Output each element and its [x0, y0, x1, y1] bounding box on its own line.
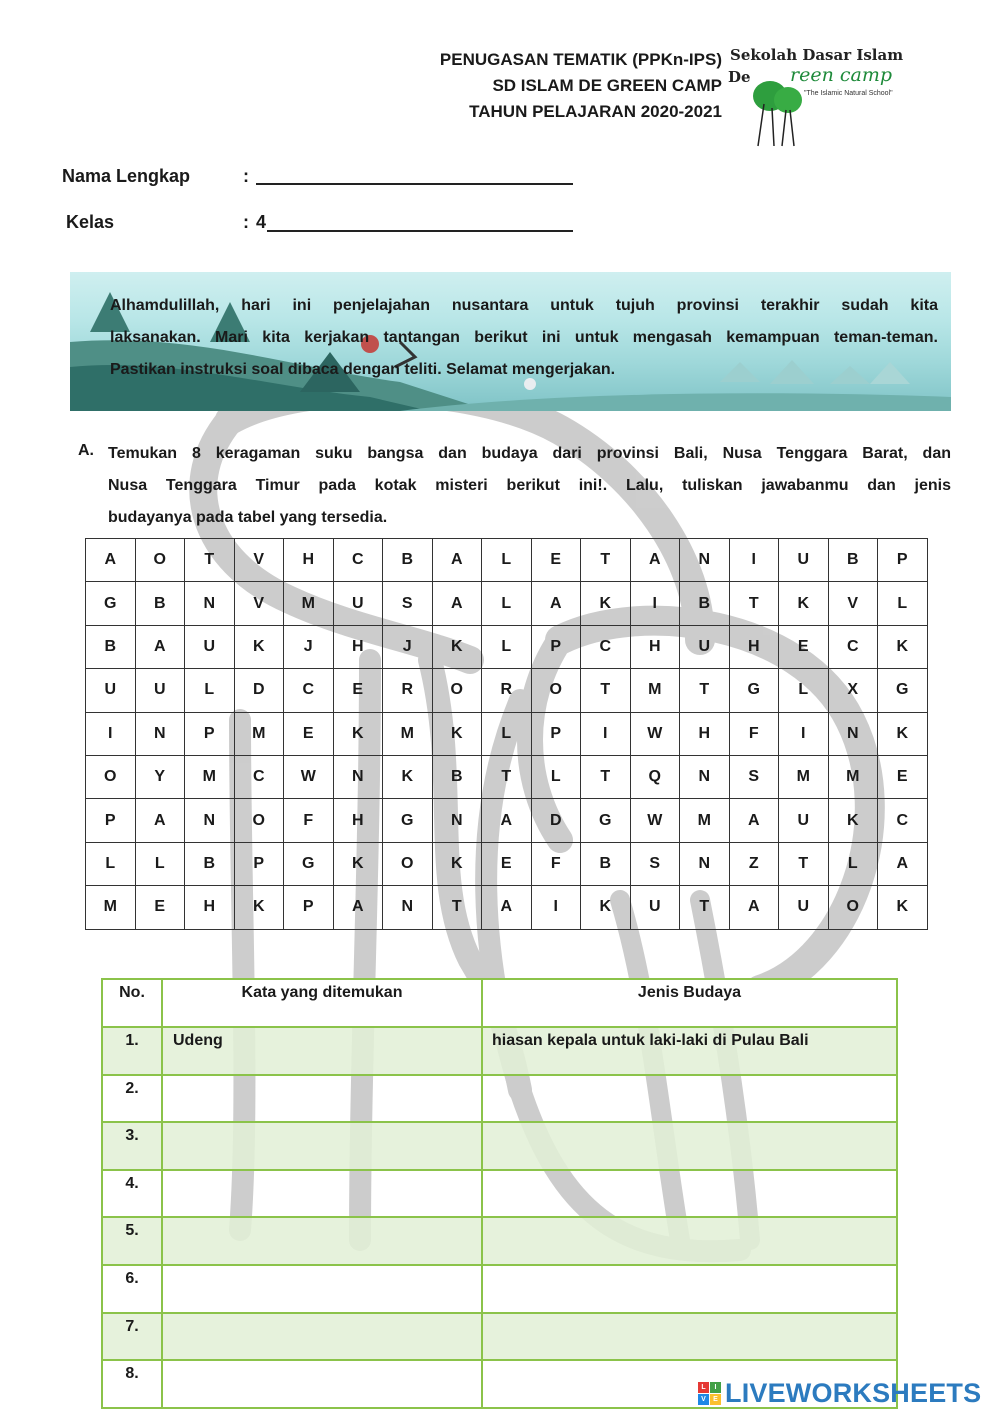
grid-cell[interactable]: T — [581, 539, 631, 582]
grid-cell[interactable]: M — [185, 755, 235, 798]
answer-row — [102, 1313, 897, 1361]
grid-cell[interactable]: B — [185, 842, 235, 885]
grid-cell[interactable]: L — [86, 842, 136, 885]
grid-cell[interactable]: U — [779, 886, 829, 929]
grid-cell[interactable]: V — [234, 539, 284, 582]
grid-cell[interactable]: P — [878, 539, 928, 582]
grid-cell[interactable]: F — [284, 799, 334, 842]
answer-type-field[interactable] — [482, 1265, 897, 1313]
grid-cell[interactable]: F — [729, 712, 779, 755]
grid-cell[interactable]: B — [680, 582, 730, 625]
answer-type-field[interactable] — [482, 1075, 897, 1123]
grid-cell[interactable]: A — [86, 539, 136, 582]
grid-cell[interactable]: G — [729, 669, 779, 712]
grid-cell[interactable]: P — [284, 886, 334, 929]
grid-cell[interactable]: U — [630, 886, 680, 929]
grid-cell[interactable]: K — [779, 582, 829, 625]
grid-cell[interactable]: O — [432, 669, 482, 712]
grid-cell[interactable]: W — [630, 712, 680, 755]
column-header-type: Jenis Budaya — [482, 979, 897, 1027]
grid-cell[interactable]: C — [284, 669, 334, 712]
class-field[interactable] — [267, 230, 573, 232]
grid-cell[interactable]: K — [432, 712, 482, 755]
answer-number: 7. — [102, 1313, 162, 1361]
grid-cell[interactable]: N — [185, 582, 235, 625]
logo-school-label: Sekolah Dasar Islam — [730, 46, 904, 64]
answer-number: 3. — [102, 1122, 162, 1170]
grid-cell[interactable]: L — [482, 582, 532, 625]
svg-text:De: De — [728, 68, 751, 86]
grid-cell[interactable]: B — [383, 539, 433, 582]
grid-cell[interactable]: D — [531, 799, 581, 842]
grid-cell[interactable]: E — [878, 755, 928, 798]
answer-table — [101, 978, 898, 1409]
grid-cell[interactable]: R — [383, 669, 433, 712]
grid-cell[interactable]: P — [531, 625, 581, 668]
answer-number: 6. — [102, 1265, 162, 1313]
grid-cell[interactable]: C — [333, 539, 383, 582]
grid-cell[interactable]: O — [86, 755, 136, 798]
answer-type-field[interactable] — [482, 1313, 897, 1361]
grid-cell[interactable]: J — [284, 625, 334, 668]
grid-cell[interactable]: U — [333, 582, 383, 625]
grid-cell[interactable]: T — [779, 842, 829, 885]
grid-cell[interactable]: A — [482, 799, 532, 842]
answer-number: 5. — [102, 1217, 162, 1265]
grid-cell[interactable]: T — [185, 539, 235, 582]
full-name-colon: : — [243, 166, 249, 186]
intro-line-3: Pastikan instruksi soal dibaca dengan teliti. Selamat mengerjakan. — [110, 361, 616, 378]
grid-cell[interactable]: B — [432, 755, 482, 798]
grid-cell[interactable]: U — [779, 539, 829, 582]
grid-cell[interactable]: K — [878, 712, 928, 755]
grid-cell[interactable]: A — [482, 886, 532, 929]
grid-cell[interactable]: L — [185, 669, 235, 712]
answer-word-field[interactable] — [162, 1360, 482, 1408]
grid-cell[interactable]: L — [779, 669, 829, 712]
answer-number: 2. — [102, 1075, 162, 1123]
grid-cell[interactable]: U — [135, 669, 185, 712]
grid-cell[interactable]: M — [383, 712, 433, 755]
grid-cell[interactable]: C — [878, 799, 928, 842]
liveworksheets-icon — [698, 1382, 721, 1405]
grid-cell[interactable]: N — [185, 799, 235, 842]
answer-table-header — [102, 979, 897, 1027]
answer-row — [102, 1170, 897, 1218]
grid-cell[interactable]: A — [729, 886, 779, 929]
grid-row — [86, 886, 928, 929]
grid-row — [86, 669, 928, 712]
grid-cell[interactable]: A — [333, 886, 383, 929]
answer-word-field[interactable] — [162, 1313, 482, 1361]
grid-cell[interactable]: V — [234, 582, 284, 625]
grid-cell[interactable]: G — [581, 799, 631, 842]
grid-cell[interactable]: M — [828, 755, 878, 798]
grid-cell[interactable]: C — [234, 755, 284, 798]
grid-cell[interactable]: S — [383, 582, 433, 625]
grid-cell[interactable]: I — [531, 886, 581, 929]
grid-cell[interactable]: A — [729, 799, 779, 842]
grid-row — [86, 625, 928, 668]
grid-cell[interactable]: H — [333, 799, 383, 842]
grid-cell[interactable]: H — [680, 712, 730, 755]
grid-cell[interactable]: A — [531, 582, 581, 625]
grid-cell[interactable]: M — [284, 582, 334, 625]
grid-cell[interactable]: S — [630, 842, 680, 885]
answer-number: 4. — [102, 1170, 162, 1218]
grid-cell[interactable]: K — [878, 625, 928, 668]
grid-cell[interactable]: K — [878, 886, 928, 929]
instruction-line-2: Nusa Tenggara Timur pada kotak misteri berikut ini!. Lalu, tuliskan jawabanmu dan jenis — [108, 477, 951, 494]
brand-text: LIVEWORKSHEETS — [725, 1377, 982, 1408]
grid-cell[interactable]: B — [828, 539, 878, 582]
class-label: Kelas — [66, 212, 115, 232]
answer-row — [102, 1027, 897, 1075]
answer-word-field[interactable] — [162, 1265, 482, 1313]
icon-letter: L — [698, 1382, 709, 1393]
answer-type-field[interactable] — [482, 1170, 897, 1218]
grid-cell[interactable]: A — [135, 625, 185, 668]
answer-number: 8. — [102, 1360, 162, 1408]
grid-cell[interactable]: K — [234, 886, 284, 929]
grid-cell[interactable]: K — [828, 799, 878, 842]
grid-row — [86, 799, 928, 842]
grid-cell[interactable]: N — [135, 712, 185, 755]
grid-cell[interactable]: V — [828, 582, 878, 625]
grid-cell[interactable]: N — [680, 539, 730, 582]
grid-cell[interactable]: L — [531, 755, 581, 798]
grid-cell[interactable]: N — [432, 799, 482, 842]
grid-cell[interactable]: H — [185, 886, 235, 929]
intro-line-1: Alhamdulillah, hari ini penjelajahan nusantara untuk tujuh provinsi terakhir sudah kita — [110, 297, 938, 314]
column-header-no: No. — [102, 979, 162, 1027]
grid-cell[interactable]: K — [234, 625, 284, 668]
grid-cell[interactable]: Q — [630, 755, 680, 798]
answer-row — [102, 1122, 897, 1170]
grid-cell[interactable]: A — [878, 842, 928, 885]
grid-cell[interactable]: P — [185, 712, 235, 755]
grid-cell[interactable]: O — [383, 842, 433, 885]
grid-cell[interactable]: E — [333, 669, 383, 712]
answer-word-field[interactable] — [162, 1170, 482, 1218]
grid-cell[interactable]: K — [333, 842, 383, 885]
grid-row — [86, 539, 928, 582]
grid-cell[interactable]: P — [531, 712, 581, 755]
school-logo — [728, 44, 922, 148]
grid-cell[interactable]: X — [828, 669, 878, 712]
grid-cell[interactable]: I — [630, 582, 680, 625]
grid-cell[interactable]: J — [383, 625, 433, 668]
grid-cell[interactable]: I — [729, 539, 779, 582]
grid-cell[interactable]: T — [581, 669, 631, 712]
grid-cell[interactable]: N — [828, 712, 878, 755]
grid-cell[interactable]: A — [432, 582, 482, 625]
grid-cell[interactable]: I — [779, 712, 829, 755]
full-name-label: Nama Lengkap — [62, 166, 191, 186]
grid-cell[interactable]: N — [680, 755, 730, 798]
instruction-line-3: budayanya pada tabel yang tersedia. — [108, 509, 388, 526]
instruction-text — [108, 438, 951, 534]
grid-cell[interactable]: H — [630, 625, 680, 668]
grid-cell[interactable]: T — [680, 886, 730, 929]
grid-cell[interactable]: B — [581, 842, 631, 885]
answer-word-field[interactable] — [162, 1122, 482, 1170]
instruction-number: A. — [78, 442, 94, 459]
instruction-line-1: Temukan 8 keragaman suku bangsa dan budaya dari provinsi Bali, Nusa Tenggara Barat, dan — [108, 445, 951, 462]
answer-word-field[interactable]: Udeng — [162, 1027, 482, 1075]
grid-cell[interactable]: E — [284, 712, 334, 755]
grid-cell[interactable]: K — [581, 582, 631, 625]
grid-cell[interactable]: G — [878, 669, 928, 712]
liveworksheets-brand — [698, 1376, 981, 1410]
grid-cell[interactable]: N — [333, 755, 383, 798]
grid-row — [86, 712, 928, 755]
grid-cell[interactable]: L — [482, 712, 532, 755]
grid-cell[interactable]: M — [86, 886, 136, 929]
answer-row — [102, 1265, 897, 1313]
grid-cell[interactable]: L — [135, 842, 185, 885]
grid-cell[interactable]: A — [135, 799, 185, 842]
grid-cell[interactable]: U — [185, 625, 235, 668]
answer-row — [102, 1075, 897, 1123]
grid-cell[interactable]: I — [86, 712, 136, 755]
school-name: SD ISLAM DE GREEN CAMP — [492, 76, 722, 95]
grid-cell[interactable]: N — [680, 842, 730, 885]
grid-cell[interactable]: K — [581, 886, 631, 929]
answer-word-field[interactable] — [162, 1075, 482, 1123]
grid-cell[interactable]: M — [234, 712, 284, 755]
grid-cell[interactable]: A — [630, 539, 680, 582]
grid-cell[interactable]: W — [284, 755, 334, 798]
grid-cell[interactable]: D — [234, 669, 284, 712]
grid-cell[interactable]: R — [482, 669, 532, 712]
grid-cell[interactable]: O — [828, 886, 878, 929]
grid-cell[interactable]: N — [383, 886, 433, 929]
grid-cell[interactable]: Z — [729, 842, 779, 885]
grid-cell[interactable]: M — [779, 755, 829, 798]
worksheet-title: PENUGASAN TEMATIK (PPKn-IPS) — [439, 50, 722, 69]
grid-cell[interactable]: P — [234, 842, 284, 885]
grid-cell[interactable]: T — [581, 755, 631, 798]
school-year: TAHUN PELAJARAN 2020-2021 — [469, 102, 722, 121]
grid-cell[interactable]: K — [333, 712, 383, 755]
grid-cell[interactable]: H — [333, 625, 383, 668]
grid-cell[interactable]: G — [86, 582, 136, 625]
grid-cell[interactable]: T — [680, 669, 730, 712]
grid-cell[interactable]: B — [135, 582, 185, 625]
grid-row — [86, 755, 928, 798]
icon-letter: V — [698, 1394, 709, 1405]
grid-cell[interactable]: L — [482, 539, 532, 582]
grid-cell[interactable]: L — [878, 582, 928, 625]
icon-letter: I — [710, 1382, 721, 1393]
grid-cell[interactable]: U — [680, 625, 730, 668]
grid-cell[interactable]: G — [383, 799, 433, 842]
column-header-word: Kata yang ditemukan — [162, 979, 482, 1027]
grid-cell[interactable]: T — [482, 755, 532, 798]
grid-cell[interactable]: P — [86, 799, 136, 842]
grid-cell[interactable]: H — [284, 539, 334, 582]
grid-cell[interactable]: L — [828, 842, 878, 885]
grid-cell[interactable]: K — [432, 625, 482, 668]
grid-cell[interactable]: E — [531, 539, 581, 582]
grid-cell[interactable]: E — [779, 625, 829, 668]
answer-type-field[interactable] — [482, 1122, 897, 1170]
grid-cell[interactable]: I — [581, 712, 631, 755]
class-colon: : — [243, 212, 249, 232]
grid-cell[interactable]: W — [630, 799, 680, 842]
grid-cell[interactable]: U — [86, 669, 136, 712]
grid-cell[interactable]: U — [779, 799, 829, 842]
grid-cell[interactable]: E — [135, 886, 185, 929]
answer-type-field[interactable]: hiasan kepala untuk laki-laki di Pulau Bali — [482, 1027, 897, 1075]
grid-cell[interactable]: Y — [135, 755, 185, 798]
answer-word-field[interactable] — [162, 1217, 482, 1265]
grid-cell[interactable]: S — [729, 755, 779, 798]
grid-cell[interactable]: O — [234, 799, 284, 842]
logo-tagline: "The Islamic Natural School" — [804, 90, 893, 97]
grid-cell[interactable]: C — [581, 625, 631, 668]
grid-cell[interactable]: M — [630, 669, 680, 712]
grid-cell[interactable]: O — [531, 669, 581, 712]
grid-cell[interactable]: K — [432, 842, 482, 885]
grid-cell[interactable]: T — [432, 886, 482, 929]
answer-type-field[interactable] — [482, 1217, 897, 1265]
word-search-grid — [85, 538, 928, 930]
grid-cell[interactable]: C — [828, 625, 878, 668]
intro-text — [110, 290, 938, 386]
intro-line-2: laksanakan. Mari kita kerjakan tantangan berikut ini untuk mengasah kemampuan teman-teman. — [110, 329, 938, 346]
logo-name: reen camp — [790, 64, 892, 86]
grid-row — [86, 582, 928, 625]
grid-cell[interactable]: L — [482, 625, 532, 668]
grid-row — [86, 842, 928, 885]
answer-number: 1. — [102, 1027, 162, 1075]
grid-cell[interactable]: E — [482, 842, 532, 885]
full-name-field[interactable] — [256, 183, 573, 185]
icon-letter: E — [710, 1394, 721, 1405]
grid-cell[interactable]: O — [135, 539, 185, 582]
class-value: 4 — [256, 212, 267, 232]
grid-cell[interactable]: M — [680, 799, 730, 842]
grid-cell[interactable]: K — [383, 755, 433, 798]
grid-cell[interactable]: T — [729, 582, 779, 625]
grid-cell[interactable]: B — [86, 625, 136, 668]
grid-cell[interactable]: A — [432, 539, 482, 582]
grid-cell[interactable]: F — [531, 842, 581, 885]
answer-row — [102, 1217, 897, 1265]
grid-cell[interactable]: G — [284, 842, 334, 885]
grid-cell[interactable]: H — [729, 625, 779, 668]
